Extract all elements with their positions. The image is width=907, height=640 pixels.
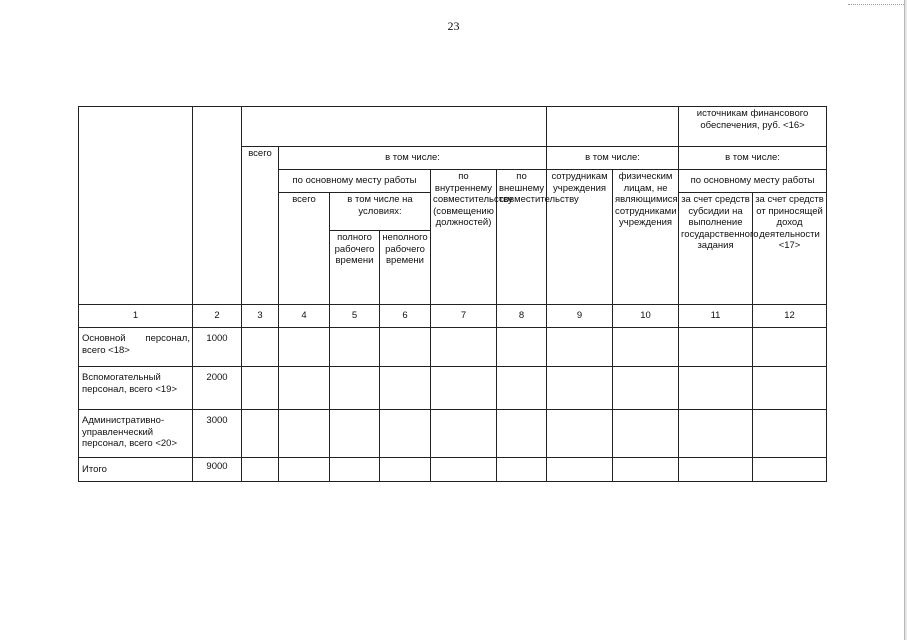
- header-v-tom-chisle-3: в том числе:: [679, 147, 827, 170]
- header-individuals: физическим лицам, не являющимися сотрудниками учреждения: [613, 170, 679, 305]
- header-blank-name: [79, 107, 193, 305]
- column-number: 1: [79, 305, 193, 328]
- column-number: 2: [193, 305, 242, 328]
- table-cell: [613, 367, 679, 410]
- header-v-tom-chisle-2: в том числе:: [547, 147, 679, 170]
- header-vsego: всего: [242, 147, 279, 305]
- header-internal: по внутреннему совместительству (совмещению должностей): [431, 170, 497, 305]
- table-cell: [679, 410, 753, 458]
- row-code: 2000: [193, 367, 242, 410]
- column-numbers-row: [79, 305, 827, 328]
- table-cell: [242, 328, 279, 367]
- table-cell: [679, 328, 753, 367]
- table-cell: [497, 367, 547, 410]
- table-cell: [330, 410, 380, 458]
- table-cell: [242, 458, 279, 482]
- column-number: 12: [753, 305, 827, 328]
- table-cell: [380, 410, 431, 458]
- table-cell: [330, 328, 380, 367]
- column-number: 11: [679, 305, 753, 328]
- header-full-time: полного рабочего времени: [330, 231, 380, 305]
- header-main-place-2: по основному месту работы: [679, 170, 827, 193]
- table-cell: [497, 410, 547, 458]
- header-blank-top: [242, 107, 547, 147]
- header-blank-top-2: [547, 107, 679, 147]
- table-cell: [242, 410, 279, 458]
- table-cell: [753, 328, 827, 367]
- row-label: Итого: [79, 458, 193, 482]
- table-cell: [613, 458, 679, 482]
- header-part-time: неполного рабочего времени: [380, 231, 431, 305]
- column-number: 8: [497, 305, 547, 328]
- header-subsidy: за счет средств субсидии на выполнение государственного задания: [679, 193, 753, 305]
- table-cell: [431, 328, 497, 367]
- table-cell: [613, 328, 679, 367]
- table-row: [79, 410, 827, 458]
- table-cell: [679, 367, 753, 410]
- header-main-place-1: по основному месту работы: [279, 170, 431, 193]
- row-label: [79, 328, 193, 367]
- table-cell: [753, 410, 827, 458]
- header-sources: источникам финансового обеспечения, руб. <16>: [679, 107, 827, 147]
- table-cell: [547, 458, 613, 482]
- table-cell: [242, 367, 279, 410]
- header-external: по внешнему совместительству: [497, 170, 547, 305]
- staff-payroll-table: [78, 106, 827, 482]
- table-cell: [497, 328, 547, 367]
- table-cell: [431, 410, 497, 458]
- table-cell: [279, 328, 330, 367]
- column-number: 7: [431, 305, 497, 328]
- column-number: 3: [242, 305, 279, 328]
- table-cell: [330, 367, 380, 410]
- table-row: [79, 328, 827, 367]
- table-cell: [279, 367, 330, 410]
- table-row: [79, 367, 827, 410]
- header-income: за счет средств от приносящей доход деятельности <17>: [753, 193, 827, 305]
- header-vsego-sub: всего: [279, 193, 330, 305]
- header-row-1: [79, 107, 827, 147]
- column-number: 5: [330, 305, 380, 328]
- table-cell: [380, 458, 431, 482]
- scan-edge-dots: [848, 4, 906, 6]
- table-cell: [497, 458, 547, 482]
- table-cell: [431, 367, 497, 410]
- row-label: Административно-управленческий персонал, всего <20>: [79, 410, 193, 458]
- table-cell: [330, 458, 380, 482]
- header-employees: сотрудникам учреждения: [547, 170, 613, 305]
- table-cell: [380, 328, 431, 367]
- row-code: 9000: [193, 458, 242, 482]
- column-number: 9: [547, 305, 613, 328]
- table-cell: [753, 458, 827, 482]
- table-cell: [547, 410, 613, 458]
- table-row-total: [79, 458, 827, 482]
- row-code: 1000: [193, 328, 242, 367]
- table-cell: [613, 410, 679, 458]
- row-code: 3000: [193, 410, 242, 458]
- column-number: 10: [613, 305, 679, 328]
- column-number: 4: [279, 305, 330, 328]
- table-cell: [279, 410, 330, 458]
- row-label: Вспомогательный персонал, всего <19>: [79, 367, 193, 410]
- header-conditions: в том числе на условиях:: [330, 193, 431, 231]
- table-cell: [431, 458, 497, 482]
- header-v-tom-chisle-1: в том числе:: [279, 147, 547, 170]
- table-cell: [279, 458, 330, 482]
- column-number: 6: [380, 305, 431, 328]
- table-cell: [380, 367, 431, 410]
- row-label-text: Основной персонал, всего <18>: [82, 333, 190, 356]
- table-cell: [753, 367, 827, 410]
- header-blank-code: [193, 107, 242, 305]
- table-cell: [679, 458, 753, 482]
- page-number: 23: [447, 19, 460, 33]
- table-cell: [547, 367, 613, 410]
- table-cell: [547, 328, 613, 367]
